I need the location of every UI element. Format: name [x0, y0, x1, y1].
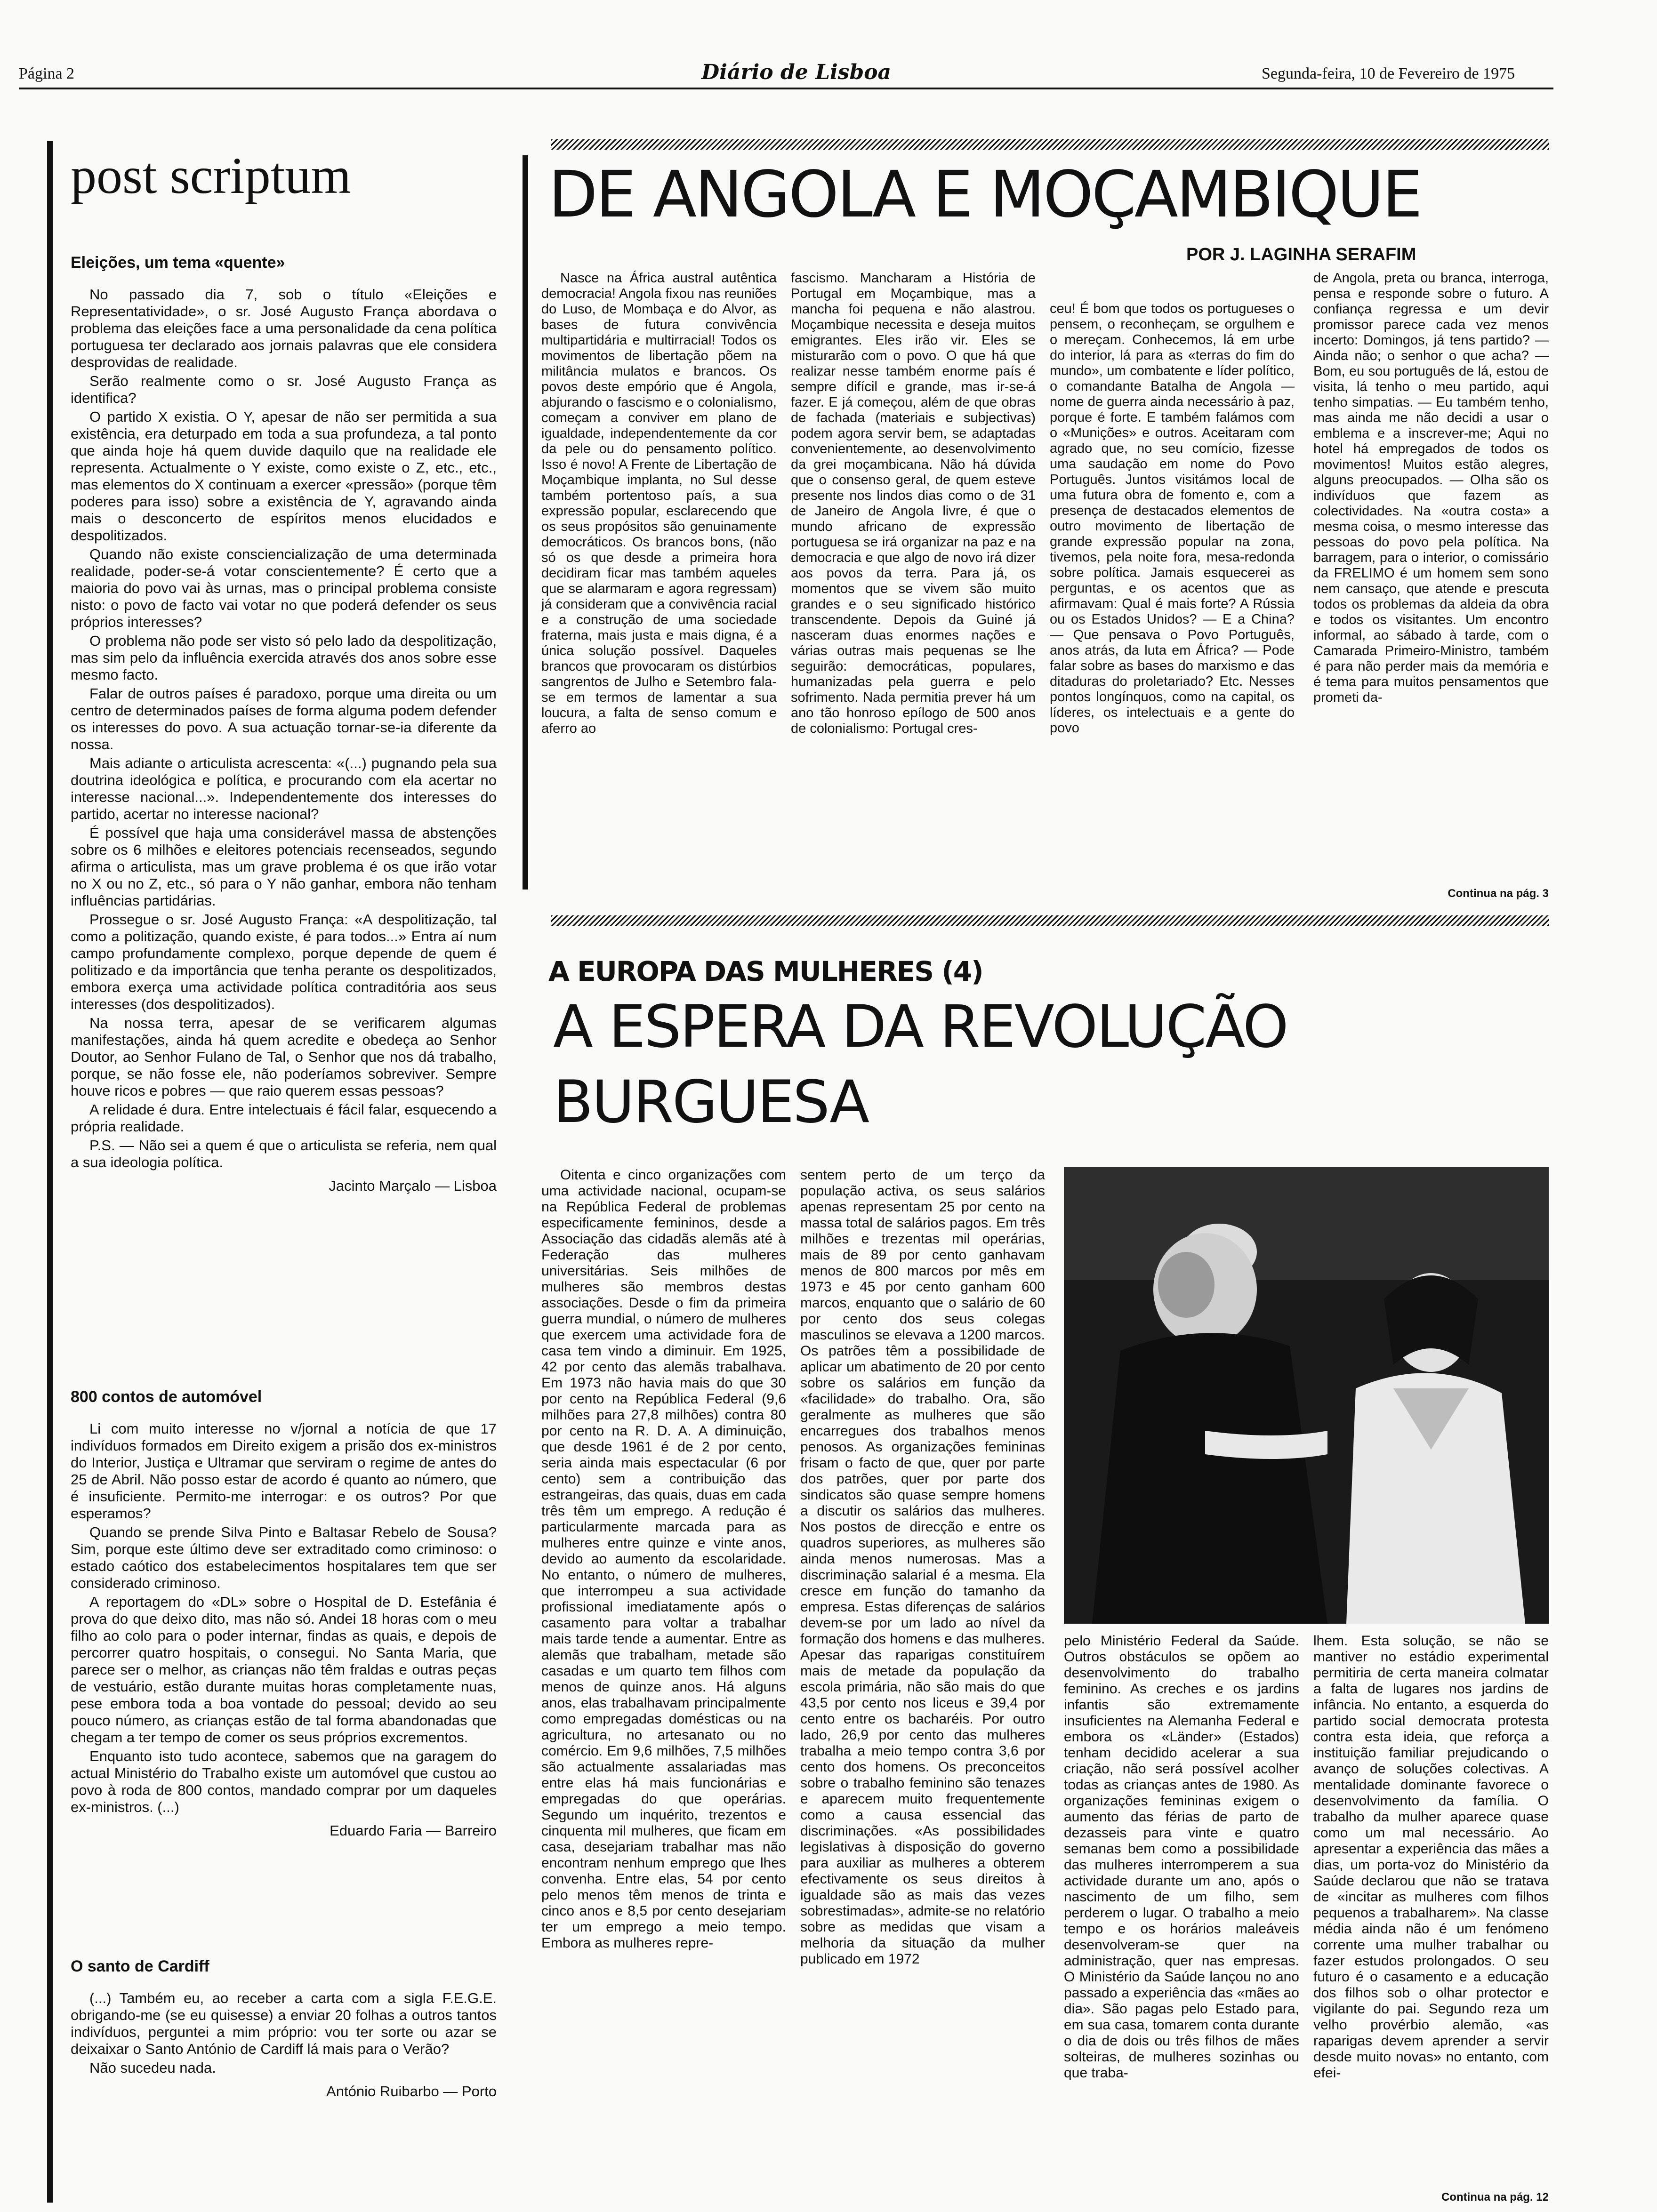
paragraph: Não sucedeu nada. [89, 2060, 216, 2076]
paragraph: Nasce na África austral autêntica democracia! Angola fixou nas reuniões do Luso, de Mombaça e do Alvor, as bases de futura convivência multipartidária e multirracial! Todos os movimentos de libertação põem na militância mulatos e brancos. Os povos deste empório que é Angola, abjurando o fascismo e o colonialismo, começam a conviver em plano de igualdade, independentemente da cor da pele ou do pensamento político. Isso é novo! A Frente de Libertação de Moçambique implanta, no Sul desse também portentoso país, a sua expressão popular, esclarecendo que os seus propósitos são genuinamente democráticos. Os brancos bons, (não só os que desde a primeira hora decidiram ficar mas também aqueles que se alarmaram e agora regressam) já consideram que a convivência racial e a construção de uma sociedade fraterna, mais justa e mais digna, é a única solução possível. Daqueles brancos que provocaram os distúrbios sangrentos de Julho e Setembro fala-se em termos de lamentar a sua loucura, a falta de senso comum e aferro ao [541, 271, 777, 736]
article-bar [523, 155, 528, 890]
continues-label: Continua na pág. 3 [1448, 887, 1549, 900]
handshake-photo [1064, 1167, 1549, 1624]
paragraph: Mais adiante o articulista acrescenta: «(...) pugnando pela sua doutrina ideológica e política, e procurando com ela acertar no interesse nacional...». Independentemente dos interesses do partido, acertar no interesse nacional? [71, 755, 497, 822]
news-photo [1064, 1167, 1549, 1624]
angola-column-2 [791, 271, 1036, 738]
angola-headline: DE ANGOLA E MOÇAMBIQUE [548, 158, 1421, 232]
paragraph: fascismo. Mancharam a História de Portugal em Moçambique, mas a mancha foi pequena e não alastrou. Moçambique necessita e deseja muitos emigrantes. Eles irão vir. Eles se misturarão com o povo. O que há que realizar nesse também enorme país é sempre difícil e grande, mas ir-se-á fazer. E já começou, além de que obras de fachada (materiais e subjectivas) podem agora servir bem, se adaptadas convenientemente, ao desenvolvimento da grei moçambicana. Não há dúvida que o consenso geral, de quem esteve presente nos lindos dias como o de 31 de Janeiro de Angola livre, é que o mundo africano de expressão portuguesa se irá organizar na paz e na democracia e que algo de novo irá dizer aos povos da terra. Para já, os momentos que se vivem são muito grandes e o seu significado histórico transcendente. Depois da Guiné já nasceram duas enormes nações e várias outras mais pequenas se lhe seguirão: democráticas, populares, humanizadas pela guerra e pelo sofrimento. Nada permitia prever há um ano tão honroso epílogo de 500 anos de colonialismo: Portugal cres- [791, 271, 1036, 736]
paragraph: Quando não existe consciencialização de uma determinada realidade, poder-se-á votar conscientemente? É certo que a maioria do povo vai às urnas, mas o principal problema consiste nisto: o povo de facto vai votar no que poderá defender os seus próprios interesses? [71, 546, 497, 630]
post-scriptum-section-1 [71, 254, 497, 1194]
letter-signature: António Ruibarbo — Porto [326, 2083, 497, 2100]
paragraph: No passado dia 7, sob o título «Eleições e Representatividade», o sr. José Augusto França abordava o problema das eleições face a uma personalidade da cena política portuguesa ter declarado aos jornais palavras que ele considera desprovidas de realidade. [71, 286, 497, 370]
paragraph: Prossegue o sr. José Augusto França: «A despolitização, tal como a politização, quando existe, é para todos...» Entra aí num campo profundamente complexo, porque depende de quem é politizado e da importância que tenha perante os despolitizados, embora exerça uma actividade política contraditória aos seus interesses (dos despolitizados). [71, 911, 497, 1012]
continues-label: Continua na pág. 12 [1441, 2191, 1549, 2204]
paragraph: Na nossa terra, apesar de se verificarem algumas manifestações, ainda há quem acredite e obedeça ao Senhor Doutor, ao Senhor Fulano de Tal, o Senhor que nos dá trabalho, porque, se não fosse ele, não poderíamos sobreviver. Sempre houve ricos e pobres — que raio querem essas pessoas? [71, 1015, 497, 1099]
paragraph: A relidade é dura. Entre intelectuais é fácil falar, esquecendo a própria realidade. [71, 1101, 497, 1135]
paragraph: pelo Ministério Federal da Saúde. Outros obstáculos se opõem ao desenvolvimento do trabalho feminino. As creches e os jardins infantis são extremamente insuficientes na Alemanha Federal e embora os «Länder» (Estados) tenham decidido acelerar a sua criação, não será possível acolher todas as crianças antes de 1980. As organizações femininas exigem o aumento das férias de parto de dezasseis para vinte e quatro semanas bem como a possibilidade das mulheres interromperem a sua actividade durante um ano, após o nascimento de um filho, sem perderem o lugar. O trabalho a meio tempo e os horários maleáveis desenvolveram-se quer na administração, quer nas empresas. O Ministério da Saúde lançou no ano passado a experiência das «mães ao dia». São pagas pelo Estado para, em sua casa, tomarem conta durante o dia de dois ou três filhos de mães solteiras, de mulheres sozinhas ou que traba- [1064, 1633, 1299, 2081]
section-heading: O santo de Cardiff [71, 1957, 209, 1975]
masthead-rule [19, 88, 1553, 89]
post-scriptum-section-3 [71, 1958, 497, 2100]
paragraph: Oitenta e cinco organizações com uma actividade nacional, ocupam-se na República Federal de problemas especificamente femininos, desde a Associação das cidadãs alemãs até à Federação das mulheres universitárias. Seis milhões de mulheres são membros destas associações. Desde o fim da primeira guerra mundial, o número de mulheres que exercem uma actividade fora de casa tem vindo a diminuir. Em 1925, 42 por cento das alemãs trabalhava. Em 1973 não havia mais do que 30 por cento na República Federal (9,6 milhões para 27,8 milhões) contra 80 por cento na R. D. A. A diminuição, que desde 1961 é de 2 por cento, seria ainda mais espectacular (6 por cento) sem a contribuição das estrangeiras, das quais, duas em cada três têm um emprego. A redução é particularmente marcada para as mulheres entre quinze e vinte anos, devido ao aumento da escolaridade. No entanto, o número de mulheres, que interrompeu a sua actividade profissional imediatamente após o casamento para voltar a trabalhar mais tarde tende a aumentar. Entre as alemãs que trabalham, metade são casadas e um quarto tem filhos com menos de quinze anos. Há alguns anos, elas trabalhavam principalmente como empregadas domésticas ou na agricultura, no artesanato ou no comércio. Em 9,6 milhões, 7,5 milhões são actualmente assalariadas mas entre elas há mais funcionárias e empregadas do que operárias. Segundo um inquérito, trezentos e cinquenta mil mulheres, que ficam em casa, desejariam trabalhar mas não encontram nenhum emprego que lhes convenha. Entre elas, 54 por cento pelo menos têm menos de trinta e cinco anos e 8,5 por cento desejariam ter um emprego a meio tempo. Embora as mulheres repre- [541, 1167, 786, 1951]
mulheres-headline-2: BURGUESA [553, 1068, 869, 1136]
paragraph: É possível que haja uma considerável massa de abstenções sobre os 6 milhões e eleitores potenciais recenseados, segundo afirma o articulista, mas um grave problema é os que irão votar no X ou no Z, etc., só para o Y não ganhar, embora não tenham influências partidárias. [71, 825, 497, 909]
hatched-rule [551, 139, 1549, 150]
post-scriptum-title: post scriptum [71, 147, 351, 204]
angola-column-4 [1313, 271, 1549, 707]
newspaper-title: Diário de Lisboa [701, 60, 892, 84]
paragraph: Li com muito interesse no v/jornal a notícia de que 17 indivíduos formados em Direito exigem a prisão dos ex-ministros do Interior, Justiça e Ultramar que serviram o regime de antes do 25 de Abril. Não posso estar de acordo é quanto ao número, que é insuficiente. Permito-me interrogar: e os outros? Por que esperamos? [71, 1420, 497, 1522]
letter-signature: Jacinto Marçalo — Lisboa [329, 1178, 497, 1194]
paragraph: Quando se prende Silva Pinto e Baltasar Rebelo de Sousa? Sim, porque este último deve ser extraditado como criminoso: o estado caótico dos estabelecimentos hospitalares tem que ser considerado criminoso. [71, 1524, 497, 1591]
paragraph: O problema não pode ser visto só pelo lado da despolitização, mas sim pelo da influência exercida através dos anos sobre esse mesmo facto. [71, 633, 497, 683]
paragraph: Falar de outros países é paradoxo, porque uma direita ou um centro de determinados países de forma alguma podem defender os interesses do povo. A sua actuação tornar-se-ia diferente da nossa. [71, 685, 497, 753]
paragraph: ceu! É bom que todos os portugueses o pensem, o reconheçam, se orgulhem e o mereçam. Conhecemos, lá em urbe do interior, lá para as «terras do fim do mundo», um combatente e líder político, o comandante Batalha de Angola — nome de guerra ainda necessário à paz, porque é forte. E também falámos com o «Munições» e outros. Aceitaram com agrado que, no seu comício, fizesse uma saudação em nome do Povo Português. Juntos visitámos local de uma futura obra de fomento e, com a presença de destacados elementos de outro movimento de libertação de grande expressão popular na zona, tivemos, pela noite fora, mesa-redonda sobre política. Jamais esquecerei as perguntas, e os acentos que as afirmavam: Qual é mais forte? A Rússia ou os Estados Unidos? — E a China? — Que pensava o Povo Português, anos atrás, da luta em África? — Pode falar sobre as bases do marxismo e das ditaduras do proletariado? Etc. Nesses pontos longínquos, como na capital, os líderes, os intelectuais e a gente do povo [1050, 301, 1295, 736]
paragraph: Enquanto isto tudo acontece, sabemos que na garagem do actual Ministério do Trabalho existe um automóvel que custou ao povo à roda de 800 contos, mandado comprar por um daqueles ex-ministros. (...) [71, 1748, 497, 1815]
paragraph: P.S. — Não sei a quem é que o articulista se referia, nem qual a sua ideologia política. [71, 1137, 497, 1170]
mulheres-column-2 [800, 1167, 1045, 1969]
mulheres-column-1 [541, 1167, 786, 1953]
paragraph: sentem perto de um terço da população activa, os seus salários apenas representam 25 por cento na massa total de salários pagos. Em três milhões e trezentas mil operárias, mais de 89 por cento ganhavam menos de 800 marcos por mês em 1973 e 45 por cento ganham 600 marcos, enquanto que o salário de 60 por cento dos seus colegas masculinos se elevava a 1200 marcos. Os patrões têm a possibilidade de aplicar um abatimento de 20 por cento sobre os salários em função da «facilidade» do trabalho. Ora, são geralmente as mulheres que são encarregues dos trabalhos menos penosos. As organizações femininas frisam o facto de que, quer por parte dos patrões, quer por parte dos sindicatos são quase sempre homens a discutir os salários das mulheres. Nos postos de direcção e entre os quadros superiores, as mulheres são ainda menos numerosas. Mas a discriminação salarial é a mesma. Ela cresce em função do tamanho da empresa. Estas diferenças de salários devem-se por um lado ao nível da formação dos homens e das mulheres. Apesar das raparigas constituírem mais de metade da população da escola primária, não são mais do que 43,5 por cento nos liceus e 39,4 por cento entre os bacharéis. Por outro lado, 26,9 por cento das mulheres trabalha a meio tempo contra 3,6 por cento dos homens. Os preconceitos sobre o trabalho feminino são tenazes e aparecem muito frequentemente como a causa essencial das discriminações. «As possibilidades legislativas à disposição do governo para auxiliar as mulheres a obterem efectivamente os seus direitos à igualdade são as mais das vezes sobrestimadas», admite-se no relatório sobre as medidas que visam a melhoria da situação da mulher publicado em 1972 [800, 1167, 1045, 1967]
paragraph: de Angola, preta ou branca, interroga, pensa e responde sobre o futuro. A confiança regressa e um devir promissor parece cada vez menos incerto: Domingos, já tens partido? — Ainda não; o senhor o que acha? — Bom, eu sou português de lá, estou de visita, lá tenho o meu partido, aqui tenho simpatias. — Eu também tenho, mas ainda me não decidi a usar o emblema e a inscrever-me; Aqui no hotel há empregados de todos os movimentos! Muitos estão alegres, alguns preocupados. — Olha são os indivíduos que fazem as colectividades. Na «outra costa» a mesma coisa, o mesmo interesse das pessoas do povo pela política. Na barragem, para o interior, o comissário da FRELIMO é um homem sem sono nem cansaço, que atende e prescuta todos os problemas da aldeia da obra e todos os visitantes. Um encontro informal, ao sábado à tarde, com o Camarada Primeiro-Ministro, também é para não perder mais da memória e é tema para muitos pensamentos que prometi da- [1313, 271, 1549, 705]
mulheres-headline-1: A ESPERA DA REVOLUÇÃO [553, 993, 1287, 1061]
issue-date: Segunda-feira, 10 de Fevereiro de 1975 [1262, 65, 1515, 82]
post-scriptum-section-2 [71, 1388, 497, 1839]
paragraph: O partido X existia. O Y, apesar de não ser permitida a sua existência, era deturpado em toda a sua profundeza, a tal ponto que ainda hoje há quem duvide daquilo que na realidade ele representa. Actualmente o Y existe, como existe o Z, etc., etc., mas elementos do X continuam a exercer «pressão» (porque têm poderes para isso) sobre a existência de Y, agravando ainda mais o desconcerto de espíritos menos elucidados e despolitizados. [71, 409, 497, 544]
left-column-bar [47, 141, 53, 2203]
paragraph: (...) Também eu, ao receber a carta com a sigla F.E.G.E. obrigando-me (se eu quisesse) a enviar 20 folhas a outros tantos indivíduos, perguntei a mim próprio: vou ter sorte ou azar se deixaixar o Santo António de Cardiff lá mais para o Verão? [71, 1990, 497, 2057]
hatched-rule [551, 915, 1549, 926]
paragraph: Serão realmente como o sr. José Augusto França as identifica? [71, 373, 497, 406]
byline: POR J. LAGINHA SERAFIM [1186, 245, 1416, 264]
section-heading: 800 contos de automóvel [71, 1388, 262, 1406]
mulheres-column-3 [1064, 1633, 1299, 2083]
paragraph: A reportagem do «DL» sobre o Hospital de D. Estefânia é prova do que deixo dito, mas não só. Andei 18 horas com o meu filho ao colo para o poder internar, findas as quais, e depois de percorrer quatro hospitais, o consegui. No Santa Maria, que parece ser o melhor, as crianças não têm fraldas e outras peças de vestuário, estão durante muitas horas completamente nuas, pese embora toda a boa vontade do pessoal; devido ao seu pouco número, as crianças estão de tal forma abandonadas que chegam a ter tempo de comer os seus próprios excrementos. [71, 1594, 497, 1746]
page-number: Página 2 [19, 65, 75, 82]
angola-column-3 [1050, 301, 1295, 738]
letter-signature: Eduardo Faria — Barreiro [330, 1822, 497, 1839]
kicker: A EUROPA DAS MULHERES (4) [548, 955, 983, 987]
paragraph: lhem. Esta solução, se não se mantiver no estádio experimental permitiria de certa maneira colmatar a falta de lugares nos jardins de infância. No entanto, a esquerda do partido social democrata protesta contra esta ideia, que reforça a instituição familiar prejudicando o avanço de soluções colectivas. A mentalidade dominante favorece o desenvolvimento da família. O trabalho da mulher aparece quase como um mal necessário. Ao apresentar a experiência das mães a dias, um porta-voz do Ministério da Saúde declarou que não se tratava de «incitar as mulheres com filhos pequenos a trabalharem». Na classe média ainda não é um fenómeno corrente uma mulher trabalhar ou fazer estudos prolongados. O seu futuro é o casamento e a educação dos filhos sob o olhar protector e vigilante do pai. Segundo reza um velho provérbio alemão, «as raparigas devem aprender a servir desde muito novas» no entanto, com efei- [1313, 1633, 1549, 2081]
angola-column-1 [541, 271, 777, 738]
section-heading: Eleições, um tema «quente» [71, 254, 285, 272]
mulheres-column-4 [1313, 1633, 1549, 2083]
